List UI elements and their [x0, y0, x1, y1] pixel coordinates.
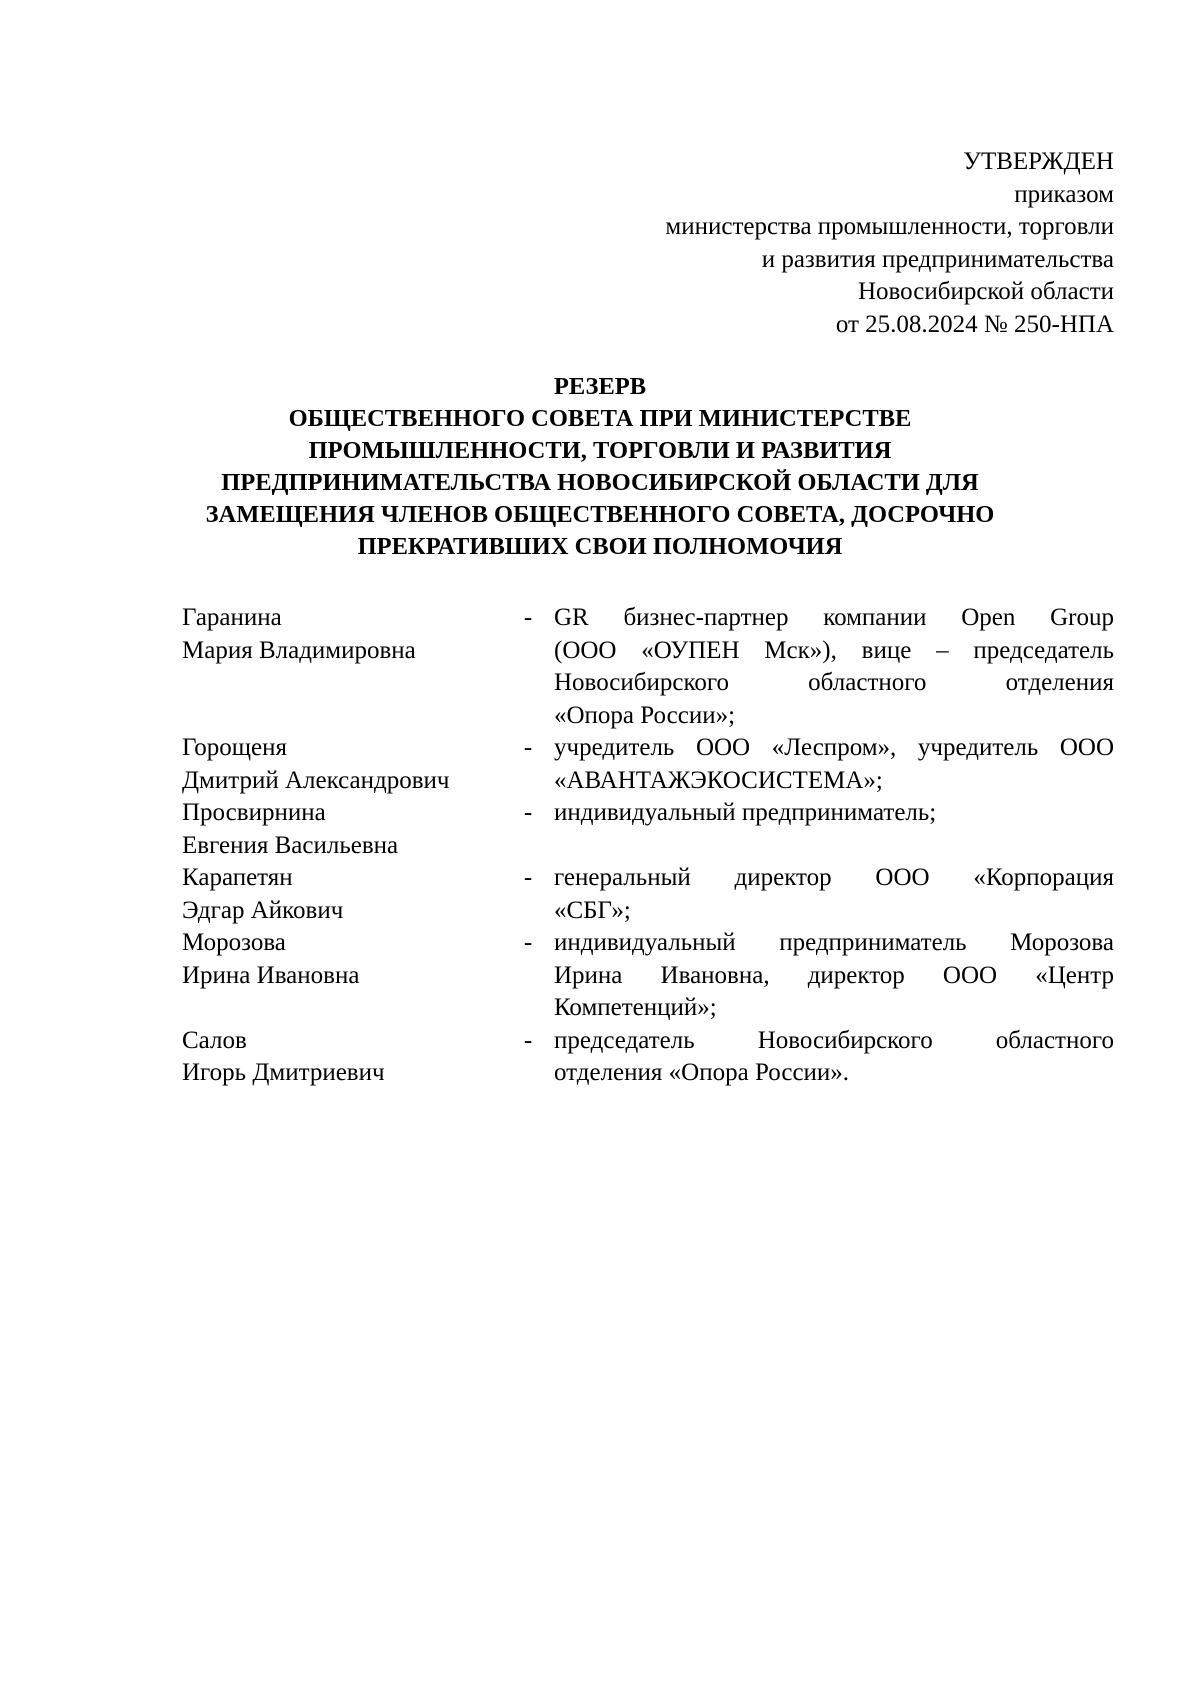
member-dash: -	[523, 929, 533, 956]
description-line: Новосибирского областного отделения	[554, 669, 1114, 696]
member-surname: Морозова	[182, 929, 286, 956]
member-given-name: Эдгар Айкович	[182, 896, 344, 924]
member-list	[182, 602, 1114, 1090]
member-given-name: Евгения Васильевна	[182, 831, 399, 859]
member-dash: -	[523, 864, 533, 891]
member-dash: -	[523, 734, 533, 761]
title-line: РЕЗЕРВ	[553, 373, 647, 400]
member-entry	[182, 602, 1114, 732]
title-line: ПРЕКРАТИВШИХ СВОИ ПОЛНОМОЧИЯ	[357, 533, 843, 560]
member-entry	[182, 927, 1114, 1025]
description-line: индивидуальный предприниматель;	[554, 799, 937, 826]
description-line: «АВАНТАЖЭКОСИСТЕМА»;	[554, 766, 883, 794]
description-line: генеральный директор ООО «Корпорация	[554, 864, 1114, 891]
member-surname: Горощеня	[182, 734, 287, 761]
member-name	[182, 797, 517, 862]
member-description	[554, 797, 1114, 830]
member-surname: Гаранина	[182, 604, 282, 631]
member-dash: -	[523, 1026, 533, 1054]
member-surname: Салов	[182, 1026, 247, 1054]
member-entry	[182, 862, 1114, 927]
member-given-name: Мария Владимировна	[182, 636, 416, 664]
approval-line: приказом	[1014, 180, 1114, 208]
member-description	[554, 602, 1114, 732]
member-name	[182, 732, 517, 797]
description-line: «Опора России»;	[554, 701, 736, 729]
approval-line: и развития предпринимательства	[761, 245, 1114, 273]
description-line: Компетенций»;	[554, 994, 717, 1021]
title-line: ПРЕДПРИНИМАТЕЛЬСТВА НОВОСИБИРСКОЙ ОБЛАСТИ ДЛЯ	[221, 469, 979, 496]
title-line: ОБЩЕСТВЕННОГО СОВЕТА ПРИ МИНИСТЕРСТВЕ	[288, 405, 912, 432]
description-line: Ирина Ивановна, директор ООО «Центр	[554, 961, 1114, 989]
approval-line: Новосибирской области	[857, 278, 1114, 305]
member-dash: -	[523, 799, 533, 826]
description-line: индивидуальный предприниматель Морозова	[554, 929, 1114, 956]
member-entry	[182, 1025, 1114, 1090]
description-line: учредитель ООО «Леспром», учредитель ООО	[554, 734, 1114, 761]
description-line: «СБГ»;	[554, 896, 631, 924]
member-description	[554, 862, 1114, 927]
description-line: отделения «Опора России».	[554, 1059, 850, 1086]
member-name	[182, 1025, 517, 1090]
member-given-name: Ирина Ивановна	[182, 961, 360, 989]
title-line: ПРОМЫШЛЕННОСТИ, ТОРГОВЛИ И РАЗВИТИЯ	[308, 437, 892, 464]
member-name	[182, 602, 517, 667]
description-line: председатель Новосибирского областного	[554, 1026, 1114, 1054]
member-description	[554, 732, 1114, 797]
approval-line: министерства промышленности, торговли	[665, 213, 1114, 240]
description-line: (ООО «ОУПЕН Мск»), вице – председатель	[554, 636, 1114, 664]
member-entry	[182, 797, 1114, 862]
member-given-name: Дмитрий Александрович	[182, 766, 450, 794]
approval-stamp	[665, 146, 1114, 341]
description-line: GR бизнес-партнер компании Open Group	[554, 604, 1114, 631]
document-title	[150, 371, 1050, 563]
member-entry	[182, 732, 1114, 797]
approval-line: УТВЕРЖДЕН	[963, 148, 1114, 175]
member-description	[554, 927, 1114, 1025]
approval-line: от 25.08.2024 № 250-НПА	[835, 310, 1114, 338]
member-name	[182, 862, 517, 927]
member-description	[554, 1025, 1114, 1090]
member-name	[182, 927, 517, 992]
member-surname: Карапетян	[182, 864, 293, 891]
member-dash: -	[523, 604, 533, 631]
member-given-name: Игорь Дмитриевич	[182, 1059, 385, 1086]
title-line: ЗАМЕЩЕНИЯ ЧЛЕНОВ ОБЩЕСТВЕННОГО СОВЕТА, ДОСРОЧНО	[205, 501, 995, 528]
member-surname: Просвирнина	[182, 799, 326, 826]
